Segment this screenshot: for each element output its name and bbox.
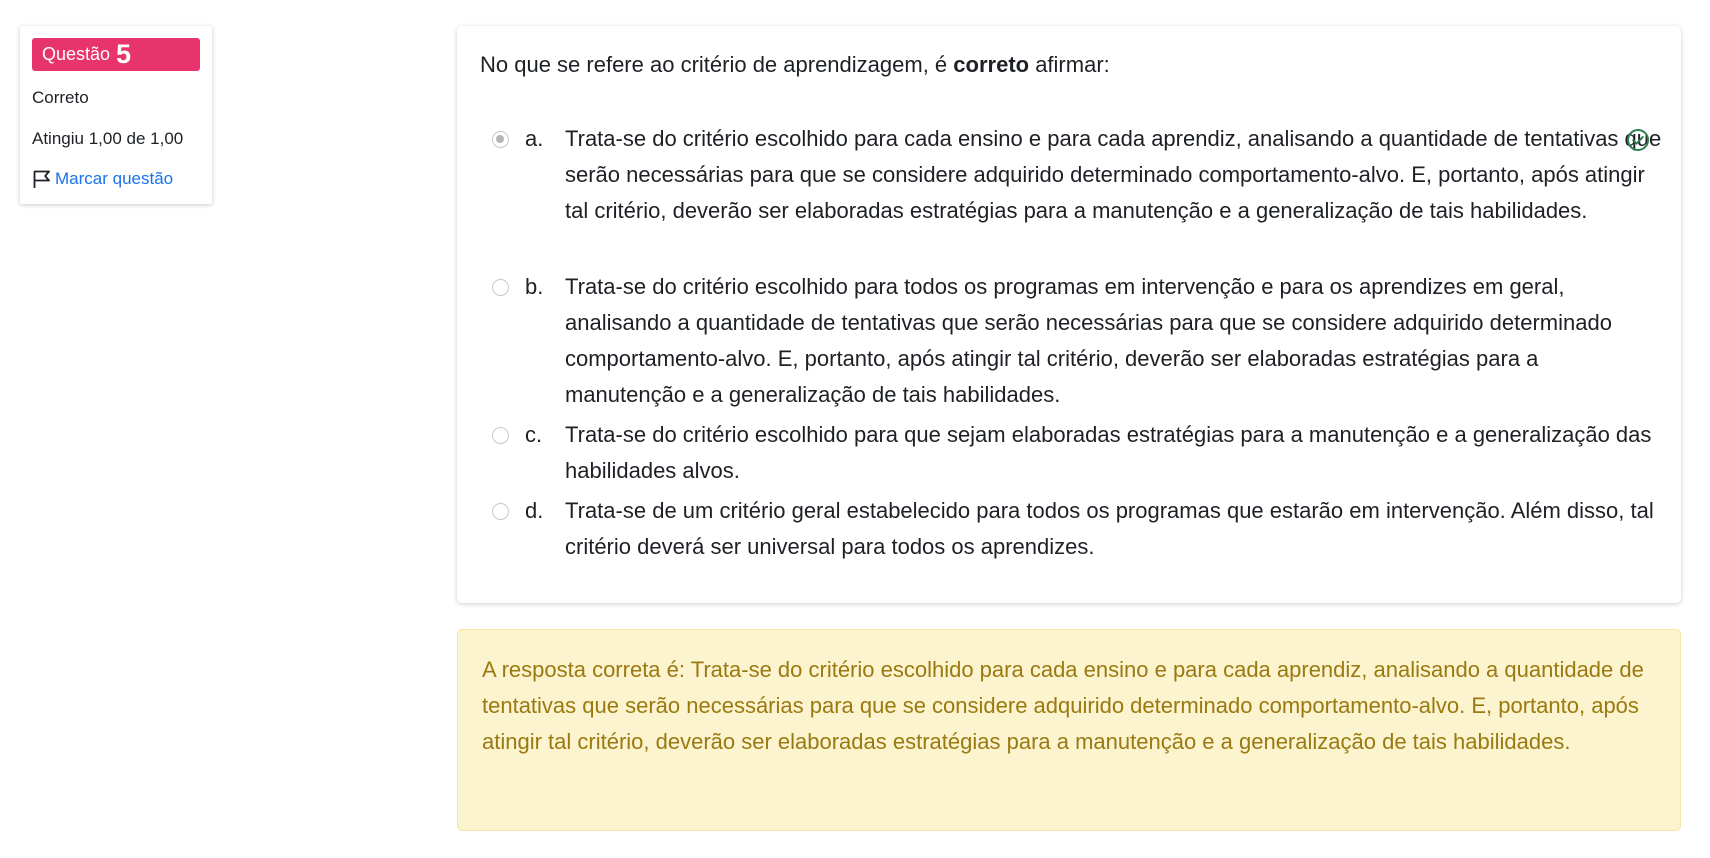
option-letter-a: a.	[525, 126, 544, 151]
question-card	[457, 26, 1681, 603]
option-text-c: Trata-se do critério escolhido para que sejam elaboradas estratégias para a manutenção e a generalização das habilidades alvos.	[565, 422, 1652, 483]
question-info-panel	[20, 26, 212, 204]
question-number: 5	[116, 39, 132, 69]
question-grade: Atingiu 1,00 de 1,00	[32, 129, 184, 148]
radio-option-a[interactable]	[492, 131, 509, 148]
option-text-a: Trata-se do critério escolhido para cada ensino e para cada aprendiz, analisando a quantidade de tentativas que serão necessárias para que se considere adquirido determinado comportamento-alvo. E, portanto, após atingir tal critério, deverão ser elaboradas estratégias para a manutenção e a generalização de tais habilidades.	[565, 126, 1662, 223]
flag-question-button[interactable]	[32, 169, 200, 189]
radio-option-b[interactable]	[492, 279, 509, 296]
feedback-text: A resposta correta é: Trata-se do critério escolhido para cada ensino e para cada aprendiz, analisando a quantidade de tentativas que serão necessárias para que se considere adquirido determinado comportamento-alvo. E, portanto, após atingir tal critério, deverão ser elaboradas estratégias para a manutenção e a generalização de tais habilidades.	[482, 657, 1644, 754]
question-text-emphasis: correto	[953, 52, 1030, 77]
answer-option-d[interactable]	[457, 493, 1681, 565]
option-letter-d: d.	[525, 498, 544, 523]
option-letter-b: b.	[525, 274, 544, 299]
question-text-start: No que se refere ao critério de aprendizagem, é	[480, 52, 954, 77]
question-label: Questão	[42, 44, 111, 64]
answer-option-c[interactable]	[457, 417, 1681, 489]
answer-option-a[interactable]	[457, 121, 1681, 265]
option-text-d: Trata-se de um critério geral estabelecido para todos os programas que estarão em intervenção. Além disso, tal critério deverá ser universal para todos os aprendizes.	[565, 498, 1654, 559]
answer-option-b[interactable]	[457, 269, 1681, 413]
flag-question-link[interactable]: Marcar questão	[55, 169, 174, 188]
question-text-end: afirmar:	[1029, 52, 1110, 77]
option-letter-c: c.	[525, 422, 543, 447]
correct-answer-feedback	[457, 629, 1681, 831]
question-number-badge	[32, 38, 200, 71]
question-text	[480, 52, 1110, 78]
check-circle-icon	[1626, 128, 1650, 157]
flag-icon	[32, 169, 52, 189]
question-state: Correto	[32, 88, 89, 107]
radio-option-d[interactable]	[492, 503, 509, 520]
radio-option-c[interactable]	[492, 427, 509, 444]
option-text-b: Trata-se do critério escolhido para todos os programas em intervenção e para os aprendizes em geral, analisando a quantidade de tentativas que serão necessárias para que se considere adquirido determinado comportamento-alvo. E, portanto, após atingir tal critério, deverão ser elaboradas estratégias para a manutenção e a generalização de tais habilidades.	[565, 274, 1612, 407]
